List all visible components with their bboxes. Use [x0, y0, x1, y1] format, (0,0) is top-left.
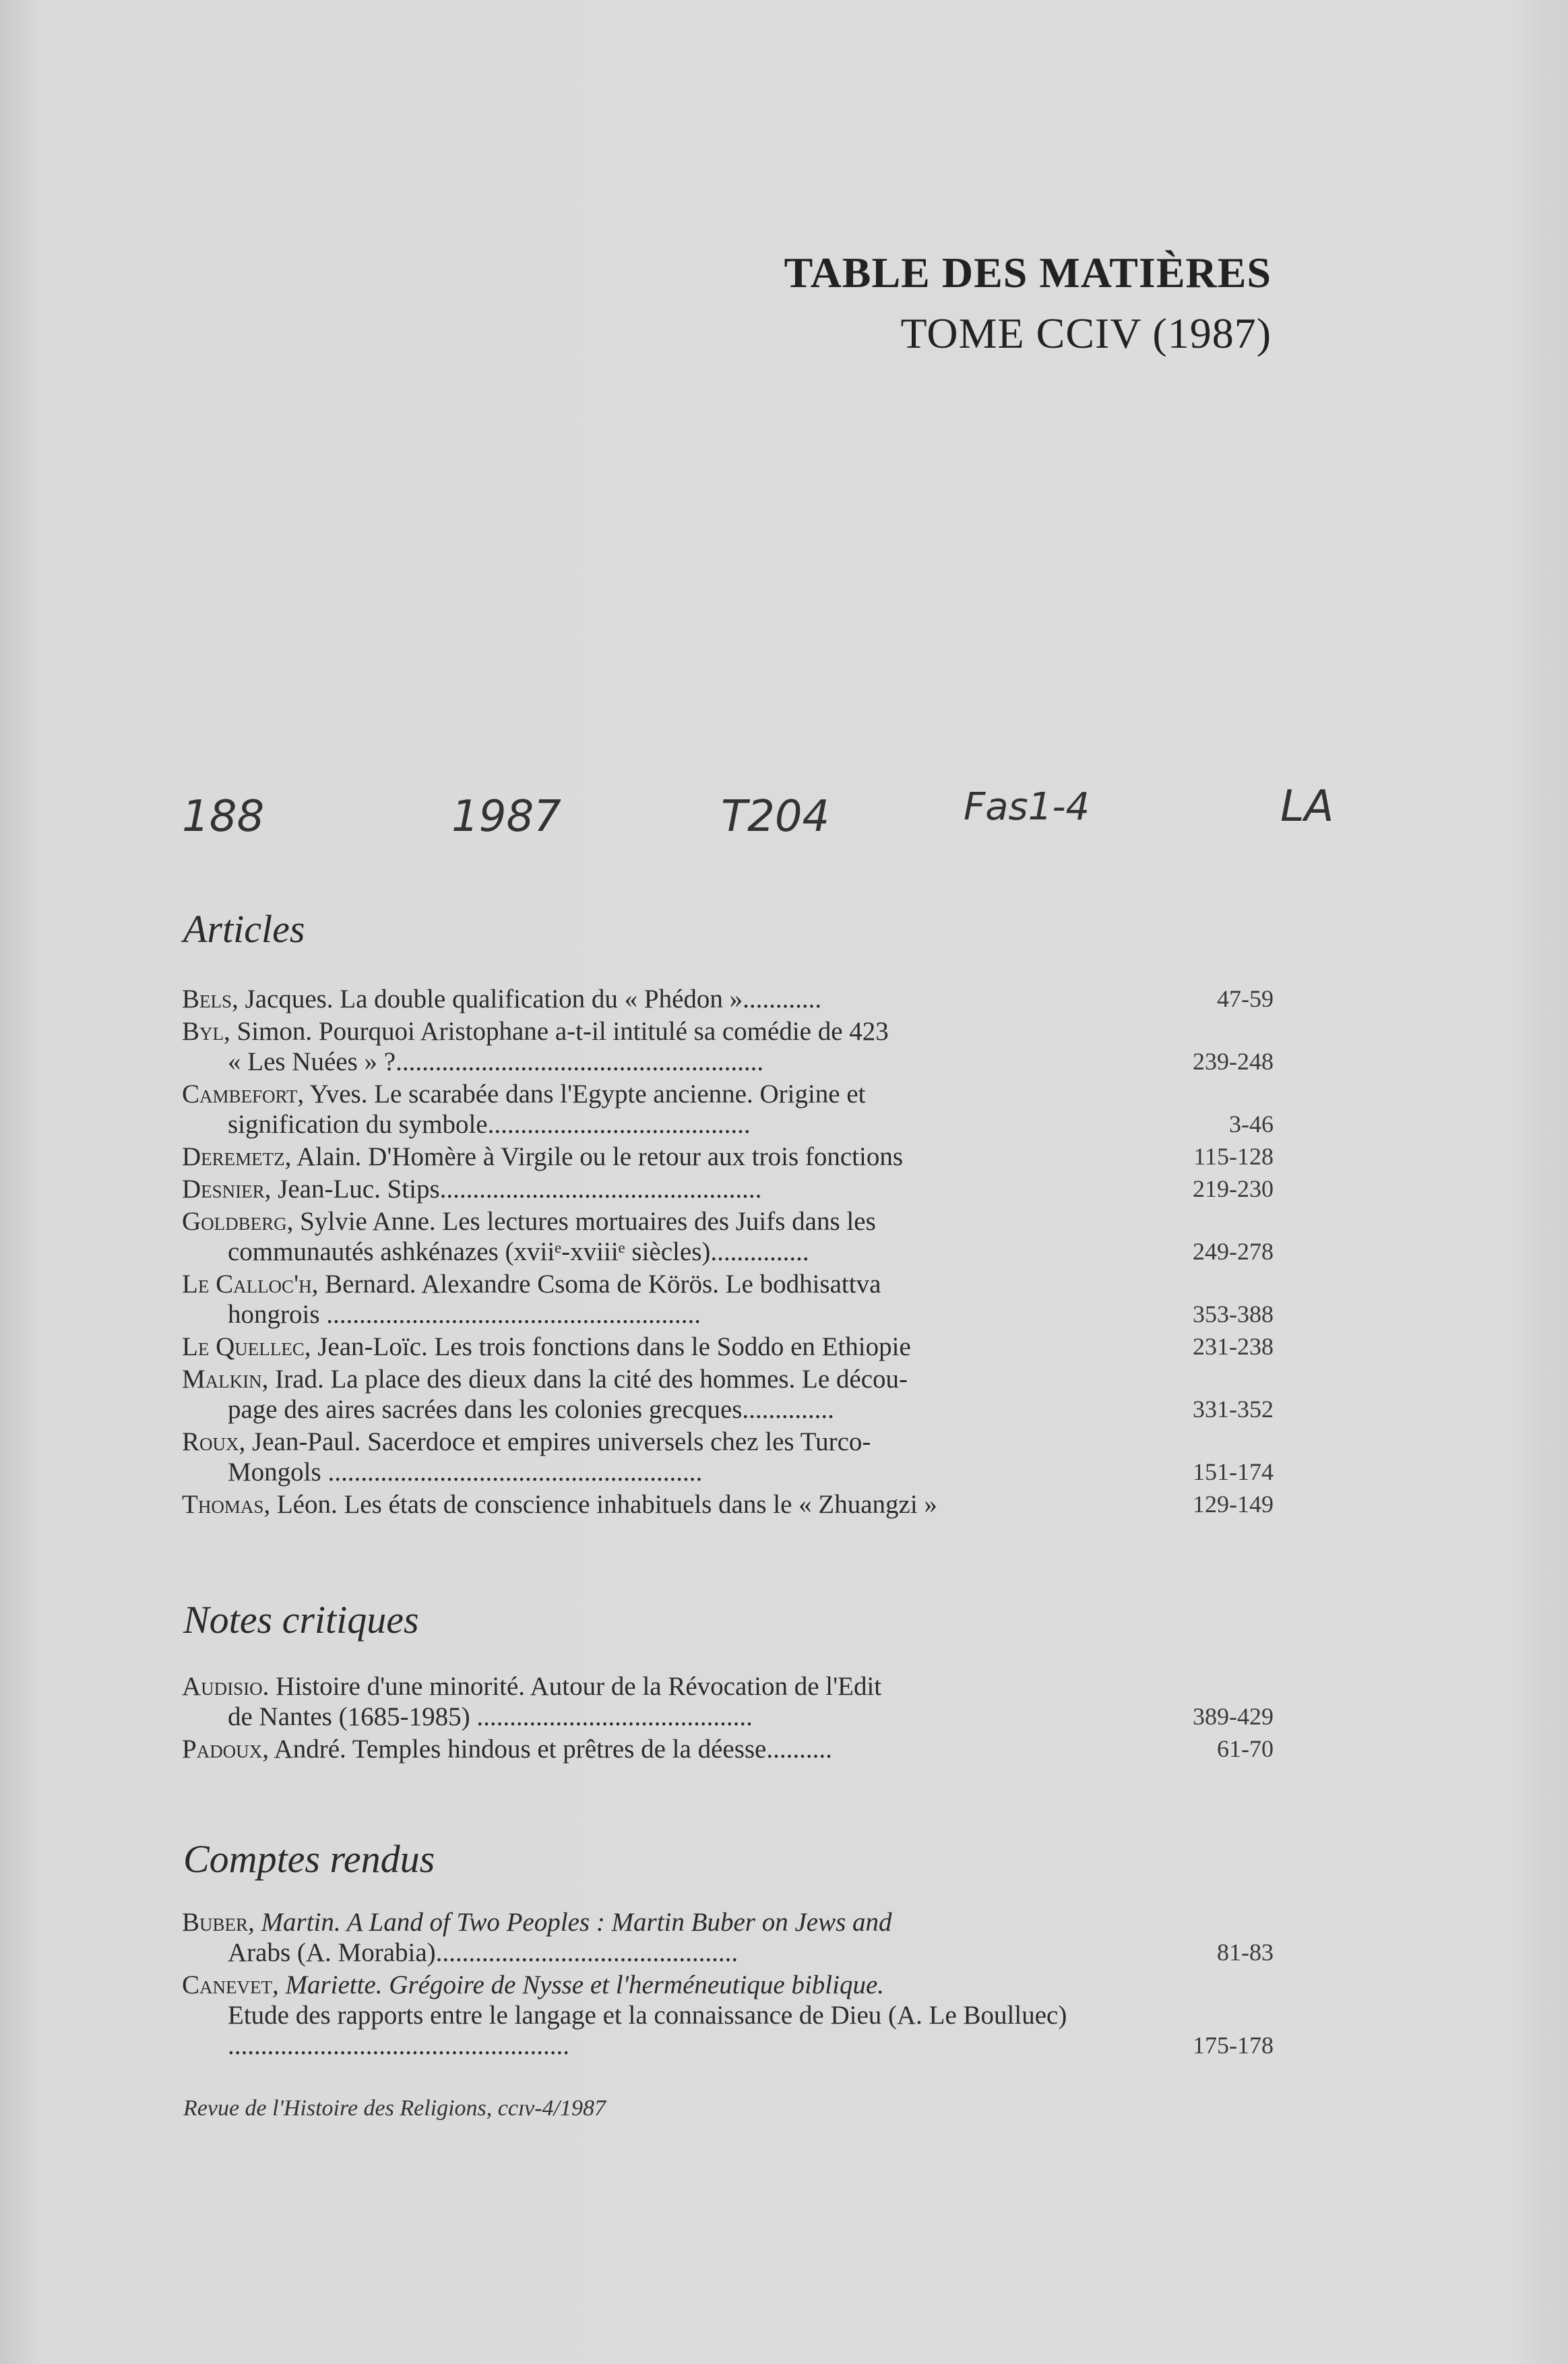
entry-title: , Bernard. Alexandre Csoma de Körös. Le bodhisattva: [311, 1270, 881, 1299]
entry-continuation: page des aires sacrées dans les colonies grecques..............: [228, 1395, 834, 1424]
notes-critiques-list: [182, 1671, 1287, 1766]
entry-title: , Simon. Pourquoi Aristophane a-t-il intitulé sa comédie de 423: [224, 1017, 889, 1046]
entry-pages: 175-178: [1193, 2032, 1274, 2059]
entry-author: Bels: [182, 985, 232, 1014]
entry-continuation: Arabs (A. Morabia)..............................................: [228, 1938, 739, 1967]
volume-subtitle: TOME CCIV (1987): [900, 309, 1272, 357]
entry-pages: 3-46: [1229, 1111, 1274, 1138]
entry-pages: 61-70: [1217, 1735, 1274, 1762]
entry-continuation: communautés ashkénazes (xviiᵉ-xviiiᵉ siècles)...............: [228, 1237, 809, 1266]
toc-title-block: [784, 243, 1272, 364]
entry-continuation: signification du symbole........................................: [228, 1110, 751, 1139]
entry-continuation: Etude des rapports entre le langage et la connaissance de Dieu (A. Le Boulluec) ....................................................: [228, 2001, 1067, 2060]
entry-continuation: hongrois .........................................................: [228, 1300, 701, 1329]
entry-author: Deremetz: [182, 1142, 285, 1171]
entry-title: , Jean-Luc. Stips.................................................: [264, 1175, 762, 1204]
toc-entry: [182, 1269, 1287, 1330]
entry-pages: 81-83: [1217, 1939, 1274, 1966]
entry-pages: 219-230: [1193, 1175, 1274, 1202]
toc-entry: [182, 1016, 1287, 1077]
entry-title: , Sylvie Anne. Les lectures mortuaires des Juifs dans les: [286, 1207, 876, 1236]
page-title: TABLE DES MATIÈRES: [784, 249, 1272, 297]
entry-author: Byl: [182, 1017, 224, 1046]
entry-title: , Yves. Le scarabée dans l'Egypte ancienne. Origine et: [297, 1080, 866, 1109]
entry-author: Le Calloc'h: [182, 1270, 312, 1299]
toc-entry: [182, 984, 1287, 1014]
toc-entry: [182, 1079, 1287, 1140]
toc-entry: [182, 1489, 1287, 1520]
entry-author: Goldberg: [182, 1207, 287, 1236]
entry-title: , Jean-Paul. Sacerdoce et empires universels chez les Turco-: [239, 1427, 871, 1456]
section-heading-notes-critiques: Notes critiques: [183, 1598, 419, 1642]
section-heading-comptes-rendus: Comptes rendus: [183, 1837, 435, 1881]
entry-pages: 151-174: [1193, 1458, 1274, 1485]
entry-author: Padoux: [182, 1735, 263, 1764]
entry-title: , Martin. A Land of Two Peoples : Martin Buber on Jews and: [248, 1908, 892, 1937]
entry-pages: 129-149: [1193, 1491, 1274, 1518]
entry-continuation: de Nantes (1685-1985) ..........................................: [228, 1702, 753, 1731]
toc-entry: [182, 1671, 1287, 1732]
entry-author: Canevet: [182, 1970, 272, 1999]
entry-author: Desnier: [182, 1175, 265, 1204]
toc-entry: [182, 1206, 1287, 1267]
toc-entry: [182, 1142, 1287, 1172]
comptes-rendus-list: [182, 1907, 1287, 2063]
entry-title: , Mariette. Grégoire de Nysse et l'herméneutique biblique.: [272, 1970, 885, 1999]
toc-entry: [182, 1907, 1287, 1968]
entry-author: Roux: [182, 1427, 239, 1456]
entry-author: Audisio: [182, 1672, 263, 1701]
entry-pages: 249-278: [1193, 1238, 1274, 1265]
entry-pages: 331-352: [1193, 1396, 1274, 1423]
entry-title: , André. Temples hindous et prêtres de la déesse..........: [262, 1735, 832, 1764]
section-heading-articles: Articles: [183, 907, 305, 951]
handwritten-note-4: Fas1-4: [964, 785, 1090, 829]
entry-title: , Jean-Loïc. Les trois fonctions dans le Soddo en Ethiopie: [304, 1332, 911, 1361]
toc-entry: [182, 1970, 1287, 2061]
entry-continuation: Mongols .........................................................: [228, 1458, 703, 1487]
handwritten-note-5: LA: [1280, 782, 1334, 832]
entry-pages: 231-238: [1193, 1333, 1274, 1360]
handwritten-note-1: 188: [182, 792, 265, 842]
toc-entry: [182, 1734, 1287, 1764]
articles-list: [182, 984, 1287, 1522]
entry-continuation: « Les Nuées » ?........................................................: [228, 1047, 764, 1076]
entry-title: , Léon. Les états de conscience inhabituels dans le « Zhuangzi »: [263, 1490, 937, 1519]
handwritten-note-3: T204: [721, 792, 830, 842]
entry-author: Le Quellec: [182, 1332, 305, 1361]
journal-footer: Revue de l'Histoire des Religions, ccɪv-4/1987: [183, 2096, 606, 2121]
entry-title: , Irad. La place des dieux dans la cité des hommes. Le décou-: [261, 1365, 908, 1394]
entry-pages: 47-59: [1217, 985, 1274, 1012]
entry-pages: 239-248: [1193, 1048, 1274, 1075]
entry-pages: 353-388: [1193, 1301, 1274, 1328]
entry-author: Buber: [182, 1908, 249, 1937]
entry-title: . Histoire d'une minorité. Autour de la Révocation de l'Edit: [262, 1672, 882, 1701]
entry-title: , Jacques. La double qualification du « Phédon »............: [232, 985, 822, 1014]
toc-entry: [182, 1174, 1287, 1204]
entry-author: Thomas: [182, 1490, 264, 1519]
toc-entry: [182, 1427, 1287, 1487]
entry-author: Cambefort: [182, 1080, 298, 1109]
toc-entry: [182, 1332, 1287, 1362]
entry-author: Malkin: [182, 1365, 262, 1394]
entry-pages: 389-429: [1193, 1703, 1274, 1730]
toc-entry: [182, 1364, 1287, 1425]
entry-title: , Alain. D'Homère à Virgile ou le retour aux trois fonctions: [284, 1142, 904, 1171]
entry-pages: 115-128: [1193, 1143, 1274, 1170]
handwritten-note-2: 1987: [451, 792, 561, 842]
